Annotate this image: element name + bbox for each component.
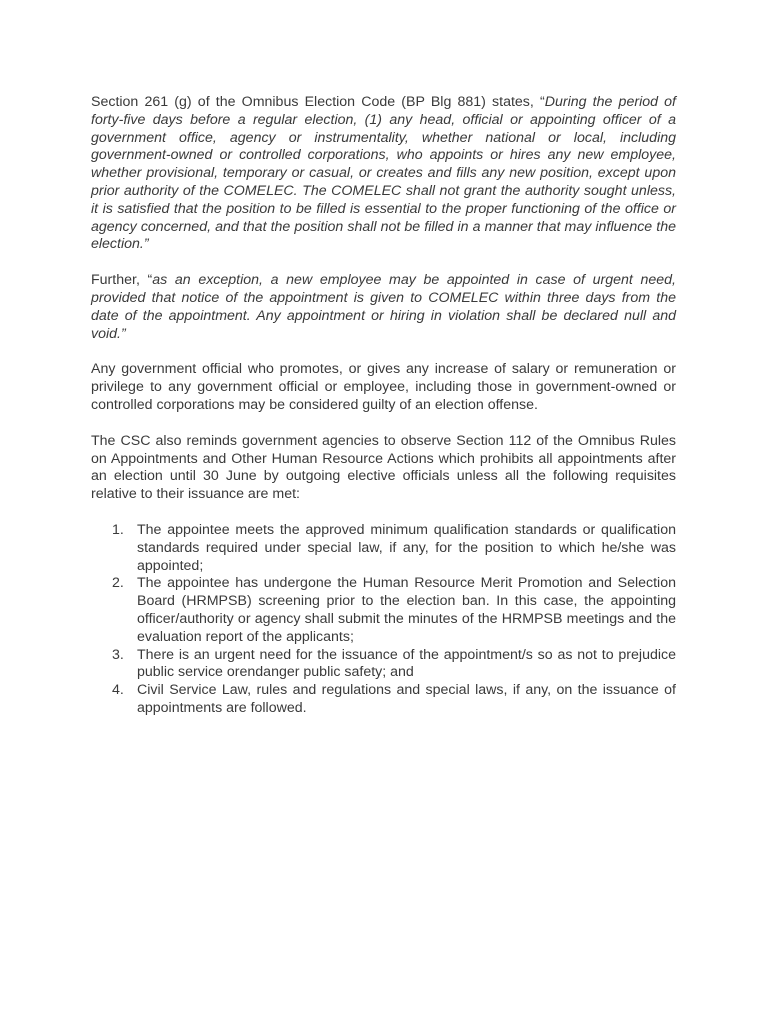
paragraph-section-261-lead: Section 261 (g) of the Omnibus Election Code (BP Blg 881) states, “ (91, 94, 545, 110)
list-item-number: 4. (112, 682, 124, 699)
list-item (112, 682, 676, 718)
list-item-text: There is an urgent need for the issuance of the appointment/s so as not to prejudice public service orendanger public safety; and (137, 646, 676, 681)
paragraph-csc-reminder: The CSC also reminds government agencies to observe Section 112 of the Omnibus Rules on Appointments and Other Human Resource Actions which prohibits all appointments after an election until 30 June by outgoing elective officials unless all the following requisites relative to their issuance are met: (91, 432, 676, 503)
requisites-list (91, 522, 676, 718)
list-item-text: The appointee meets the approved minimum qualification standards or qualification standards required under special law, if any, for the position to which he/she was appointed; (137, 521, 676, 574)
list-item (112, 521, 676, 575)
paragraph-section-261-quote: During the period of forty-five days before a regular election, (1) any head, official or appointing officer of a government office, agency or instrumentality, whether national or local, including government-owned or controlled corporations, who appoints or hires any new employee, whether provisional, temporary or casual, or creates and fills any new position, except upon prior authority of the COMELEC. The COMELEC shall not grant the authority sought unless, it is satisfied that the position to be filled is essential to the proper functioning of the office or agency concerned, and that the position shall not be filled in a manner that may influence the election.” (91, 94, 676, 253)
paragraph-exception-quote: as an exception, a new employee may be appointed in case of urgent need, provided that notice of the appointment is given to COMELEC within three days from the date of the appointment. Any appointment or hiring in violation shall be declared null and void.” (91, 272, 676, 342)
document-body (91, 94, 676, 718)
list-item (112, 646, 676, 683)
paragraph-election-offense: Any government official who promotes, or gives any increase of salary or remuneration or privilege to any government official or employee, including those in government-owned or controlled corporations may be considered guilty of an election offense. (91, 361, 676, 413)
list-item-number: 3. (112, 646, 124, 663)
list-item-number: 2. (112, 575, 124, 592)
paragraph-section-261 (91, 94, 676, 254)
list-item-number: 1. (112, 521, 124, 538)
list-item-text: Civil Service Law, rules and regulations and special laws, if any, on the issuance of appointments are followed. (137, 682, 676, 716)
paragraph-exception-lead: Further, “ (91, 272, 153, 289)
paragraph-exception (91, 272, 676, 343)
list-item-text: The appointee has undergone the Human Resource Merit Promotion and Selection Board (HRMPSB) screening prior to the election ban. In this case, the appointing officer/authority or agency shall submit the minutes of the HRMPSB meetings and the evaluation report of the applicants; (137, 575, 676, 645)
list-item (112, 575, 676, 646)
